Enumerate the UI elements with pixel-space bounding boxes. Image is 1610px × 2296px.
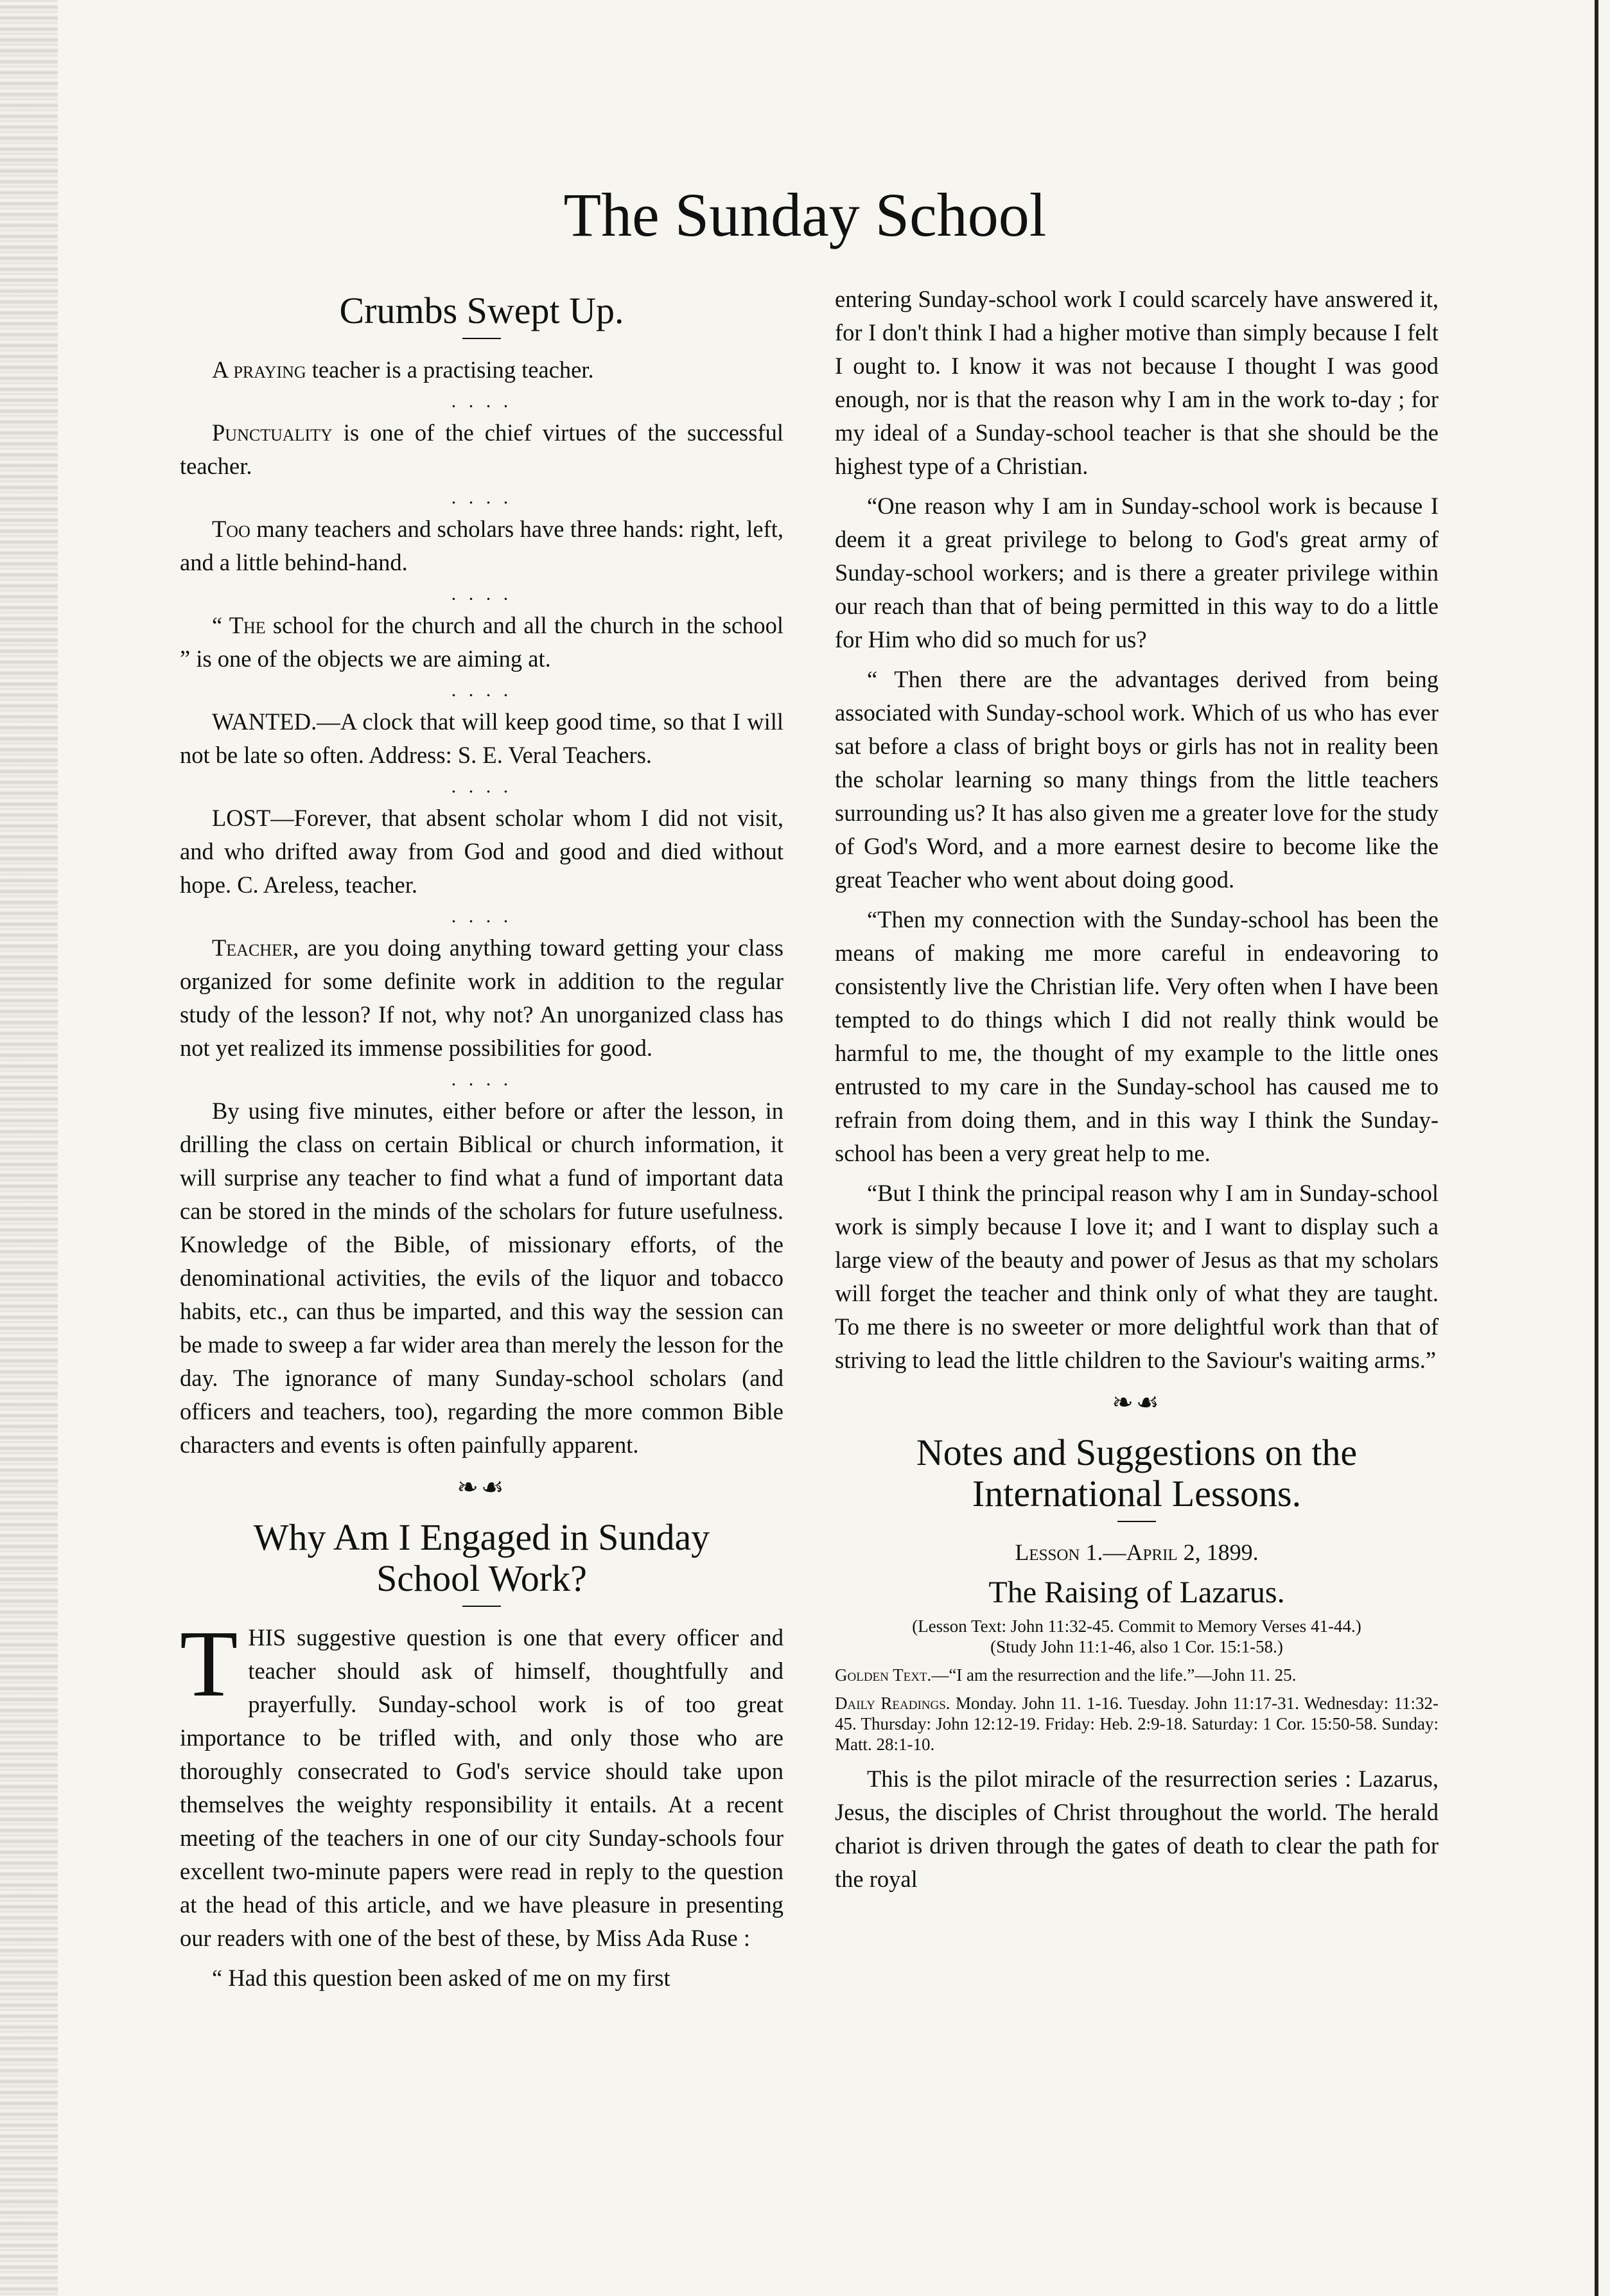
crumb-item xyxy=(180,1094,783,1462)
crumb-text: using five minutes, either before or after the lesson, in drilling the class on certain Biblical or church information, it will surprise any teacher to find what a fund of important data can be stored in the minds of the scholars for future usefulness. Knowledge of the Bible, of missionary efforts, of the denominational activities, the evils of the liquor and tobacco habits, etc., can thus be imparted, and this way the session can be made to sweep a far wider area than merely the lesson for the day. The ignorance of many Sunday-school scholars (and officers and teachers, too), regarding the more common Bible characters and events is often painfully apparent. xyxy=(180,1098,783,1458)
crumb-item xyxy=(180,353,783,387)
crumb-lead: Too xyxy=(212,516,250,542)
why-para1-start: “ Had this question been asked of me on my first xyxy=(212,1965,670,1991)
lesson-text-line2: (Study John 11:1-46, also 1 Cor. 15:1-58.) xyxy=(990,1637,1283,1656)
daily-readings xyxy=(835,1693,1439,1755)
golden-text xyxy=(835,1665,1439,1685)
crumb-text: school for the church and all the church in the school ” is one of the objects we are aiming at. xyxy=(180,612,783,672)
crumb-text: are you doing anything toward getting your class organized for some definite work in addition to the regular study of the lesson? If not, why not? An unorganized class has not yet realized its immense possibilities for good. xyxy=(180,934,783,1061)
daily-label: Daily Readings. xyxy=(835,1694,950,1713)
separator-dots: . . . . xyxy=(451,390,512,412)
why-para4: “Then my connection with the Sunday-school has been the means of making me more careful in endeavoring to consistently live the Christian life. Very often when I have been tempted to do things which I did not really think would be harmful to me, the thought of my example to the little ones entrusted to my care in the Sunday-school has caused me to refrain from doing them, and in this way I think the Sunday-school has been a very great help to me. xyxy=(835,906,1439,1166)
crumb-item xyxy=(180,802,783,902)
crumb-text: teacher is a practising teacher. xyxy=(306,356,594,383)
crumb-item xyxy=(180,416,783,483)
drop-cap: T xyxy=(180,1611,238,1717)
why-intro xyxy=(180,1611,783,1955)
notes-body: This is the pilot miracle of the resurrection series : Lazarus, Jesus, the disciples of Christ throughout the world. The herald chariot is driven through the gates of death to clear the path for the royal xyxy=(835,1766,1439,1892)
crumb-lead: WANTED.— xyxy=(212,708,340,735)
lesson-title: The Raising of Lazarus. xyxy=(988,1575,1285,1609)
page-title: The Sunday School xyxy=(563,180,1047,249)
title-rule xyxy=(462,338,501,339)
separator-dots: . . . . xyxy=(451,679,512,701)
why-para1-cont: entering Sunday-school work I could scarcely have answered it, for I don't think I had a higher motive than simply because I felt I ought to. I know it was not because I thought I was good enough, nor is that the reason why I am in the work to-day ; for my ideal of a Sunday-school teacher is that she should be the highest type of a Christian. xyxy=(835,286,1439,479)
page-edge-right xyxy=(1595,0,1598,2296)
title-rule xyxy=(1117,1521,1156,1522)
right-column xyxy=(835,283,1439,1902)
daily-text-body: Monday. John 11. 1-16. Tuesday. John 11:17-31. Wednesday: 11:32-45. Thursday: John 12:12-19. Friday: Heb. 2:9-18. Saturday: 1 Cor. 15:50-58. Sunday: Matt. 28:1-10. xyxy=(835,1694,1439,1754)
crumb-lead: Teacher, xyxy=(212,934,299,961)
separator-dots: . . . . xyxy=(451,1069,512,1090)
notes-title-line1: Notes and Suggestions on the xyxy=(916,1432,1358,1473)
crumb-lead: By xyxy=(212,1098,240,1124)
crumb-text: many teachers and scholars have three hands: right, left, and a little behind-hand. xyxy=(180,516,783,575)
why-title xyxy=(180,1517,783,1599)
crumb-text: A clock that will keep good time, so that I will not be late so often. Address: S. E. Veral Teachers. xyxy=(180,708,783,768)
crumb-text: Forever, that absent scholar whom I did not visit, and who drifted away from God and good and died without hope. C. Areless, teacher. xyxy=(180,805,783,898)
crumb-item xyxy=(180,609,783,676)
separator-dots: . . . . xyxy=(451,487,512,508)
separator-dots: . . . . xyxy=(451,776,512,797)
crumbs-title: Crumbs Swept Up. xyxy=(339,290,624,331)
notes-title-line2: International Lessons. xyxy=(972,1473,1302,1514)
title-rule xyxy=(462,1606,501,1607)
crumb-item xyxy=(180,931,783,1065)
lesson-text-line1: (Lesson Text: John 11:32-45. Commit to Memory Verses 41-44.) xyxy=(912,1617,1361,1636)
golden-label: Golden Text. xyxy=(835,1665,932,1685)
crumb-item xyxy=(180,513,783,579)
why-title-line1: Why Am I Engaged in Sunday xyxy=(253,1516,710,1558)
left-column xyxy=(180,283,783,2001)
why-para3: “ Then there are the advantages derived from being associated with Sunday-school work. Which of us who has ever sat before a class of bright boys or girls has not in reality been the scholar learning so many things from the little teachers surrounding us? It has also given me a greater love for the study of God's Word, and a more earnest desire to become like the great Teacher who went about doing good. xyxy=(835,666,1439,893)
lesson-text-ref xyxy=(835,1616,1439,1657)
crumb-lead: “ The xyxy=(212,612,266,638)
crumb-lead: A praying xyxy=(212,356,306,383)
why-para2: “One reason why I am in Sunday-school work is because I deem it a great privilege to belong to God's great army of Sunday-school workers; and is there a greater privilege within our reach than that of being permitted in this way to do a little for Him who did so much for us? xyxy=(835,493,1439,653)
crumb-lead: Punctuality xyxy=(212,419,333,446)
separator-dots: . . . . xyxy=(451,583,512,604)
lesson-number: Lesson 1.—April 2, 1899. xyxy=(1015,1539,1259,1565)
page-edge-left xyxy=(0,0,58,2296)
golden-text-body: —“I am the resurrection and the life.”—John 11. 25. xyxy=(931,1665,1297,1685)
notes-title xyxy=(835,1432,1439,1514)
crumb-text: is one of the chief virtues of the successful teacher. xyxy=(180,419,783,479)
ornament-divider-icon: ❧☙ xyxy=(457,1473,507,1502)
why-para5: “But I think the principal reason why I am in Sunday-school work is simply because I love it; and I want to display such a large view of the beauty and power of Jesus as that my scholars will forget the teacher and think only of what they are taught. To me there is no sweeter or more delightful work than that of striving to lead the little children to the Saviour's waiting arms.” xyxy=(835,1180,1439,1373)
crumb-lead: LOST— xyxy=(212,805,294,831)
separator-dots: . . . . xyxy=(451,906,512,927)
crumb-item xyxy=(180,705,783,772)
why-title-line2: School Work? xyxy=(376,1557,587,1599)
why-intro-text: HIS suggestive question is one that every officer and teacher should ask of himself, thoughtfully and prayerfully. Sunday-school work is of too great importance to be trifled with, and only those who are thoroughly consecrated to God's service should take upon themselves the weighty responsibility it entails. At a recent meeting of the teachers in one of our city Sunday-schools four excellent two-minute papers were read in reply to the question at the head of this article, and we have pleasure in presenting our readers with one of the best of these, by Miss Ada Ruse : xyxy=(180,1624,783,1951)
ornament-divider-icon: ❧☙ xyxy=(1112,1388,1162,1417)
